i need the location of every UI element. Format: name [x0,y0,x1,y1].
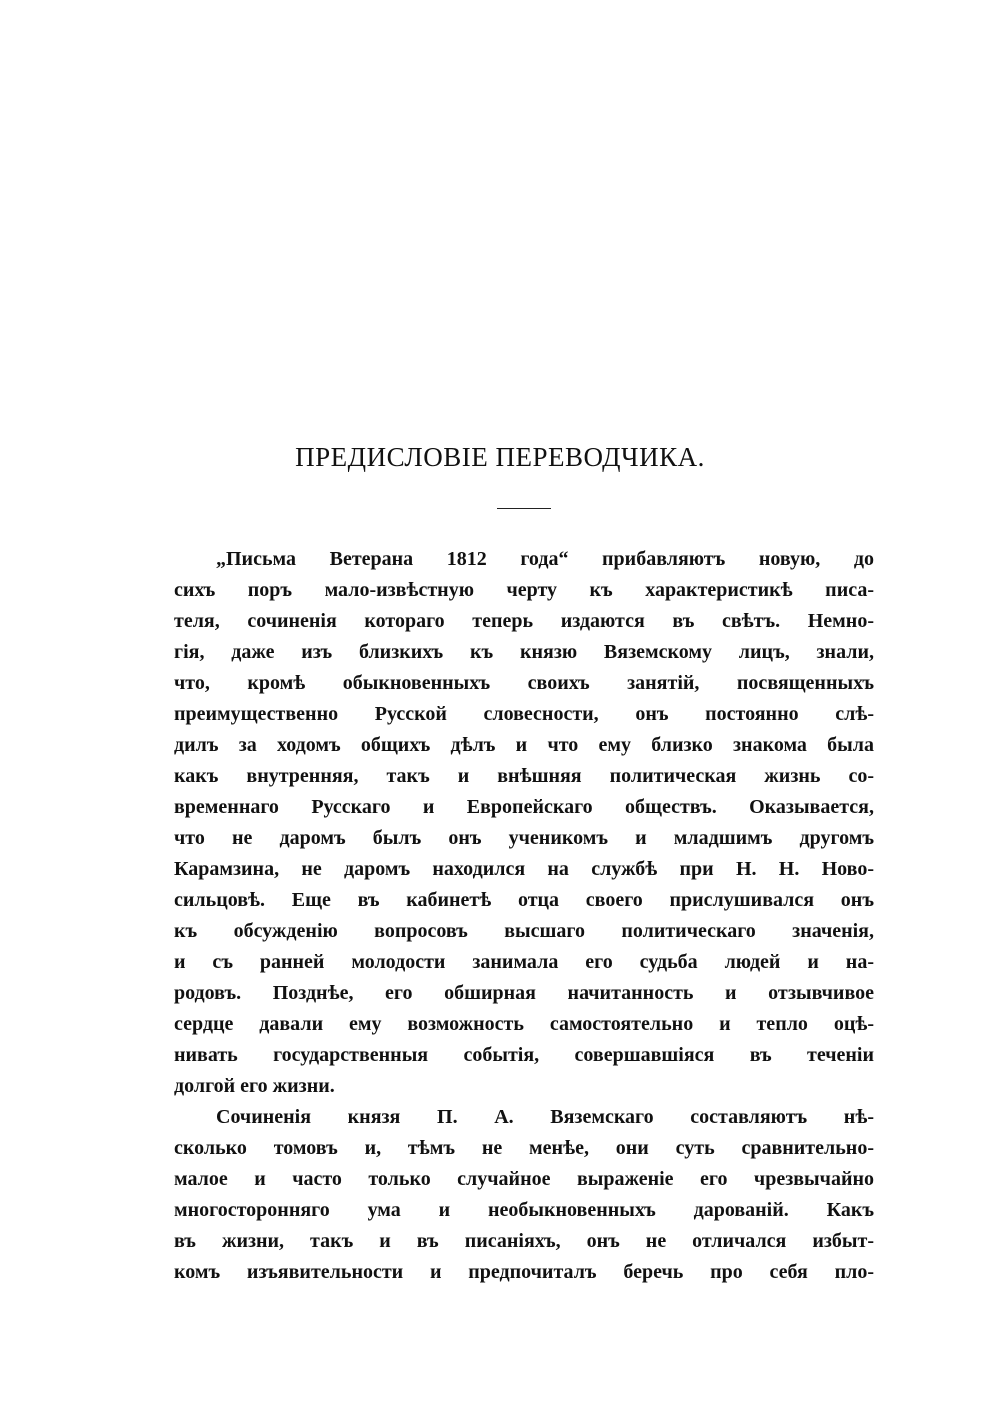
paragraph-2-line-3: малое и часто только случайное выраженіе его чрезвычайно [174,1168,874,1190]
paragraph-1-line-17: нивать государственныя событія, совершавшіяся въ теченіи [174,1044,874,1066]
paragraph-1-line-12: сильцовѣ. Еще въ кабинетѣ отца своего прислушивался онъ [174,889,874,911]
title-divider [497,508,551,509]
paragraph-1-line-5: что, кромѣ обыкновенныхъ своихъ занятій, посвященныхъ [174,672,874,694]
paragraph-1-line-9: временнаго Русскаго и Европейскаго обществъ. Оказывается, [174,796,874,818]
paragraph-1-line-2: сихъ поръ мало-извѣстную черту къ характеристикѣ писа- [174,579,874,601]
paragraph-1-line-18: долгой его жизни. [174,1075,335,1097]
page-title: ПРЕДИСЛОВІЕ ПЕРЕВОДЧИКА. [295,442,705,472]
paragraph-1-line-14: и съ ранней молодости занимала его судьба людей и на- [174,951,874,973]
paragraph-1-line-3: теля, сочиненія котораго теперь издаются въ свѣтъ. Немно- [174,610,874,632]
paragraph-1-line-6: преимущественно Русской словесности, онъ постоянно слѣ- [174,703,874,725]
paragraph-1-line-11: Карамзина, не даромъ находился на службѣ при Н. Н. Ново- [174,858,874,880]
paragraph-1-line-15: родовъ. Позднѣе, его обширная начитанность и отзывчивое [174,982,874,1004]
paragraph-2-line-2: сколько томовъ и, тѣмъ не менѣе, они суть сравнительно- [174,1137,874,1159]
paragraph-1-line-16: сердце давали ему возможность самостоятельно и тепло оцѣ- [174,1013,874,1035]
paragraph-1-line-10: что не даромъ былъ онъ ученикомъ и младшимъ другомъ [174,827,874,849]
body-text [174,544,874,1288]
paragraph-1-line-8: какъ внутренняя, такъ и внѣшняя политическая жизнь со- [174,765,874,787]
paragraph-1-line-13: къ обсужденію вопросовъ высшаго политическаго значенія, [174,920,874,942]
paragraph-1-line-4: гія, даже изъ близкихъ къ князю Вяземскому лицъ, знали, [174,641,874,663]
paragraph-2-line-4: многосторонняго ума и необыкновенныхъ дарованій. Какъ [174,1199,874,1221]
paragraph-2-line-5: въ жизни, такъ и въ писаніяхъ, онъ не отличался избыт- [174,1230,874,1252]
paragraph-1-line-1: „Письма Ветерана 1812 года“ прибавляютъ новую, до [216,548,874,570]
paragraph-2-line-1: Сочиненія князя П. А. Вяземскаго составляютъ нѣ- [216,1106,874,1128]
paragraph-2-line-6: комъ изъявительности и предпочиталъ беречь про себя пло- [174,1261,874,1283]
paragraph-1-line-7: дилъ за ходомъ общихъ дѣлъ и что ему близко знакома была [174,734,874,756]
